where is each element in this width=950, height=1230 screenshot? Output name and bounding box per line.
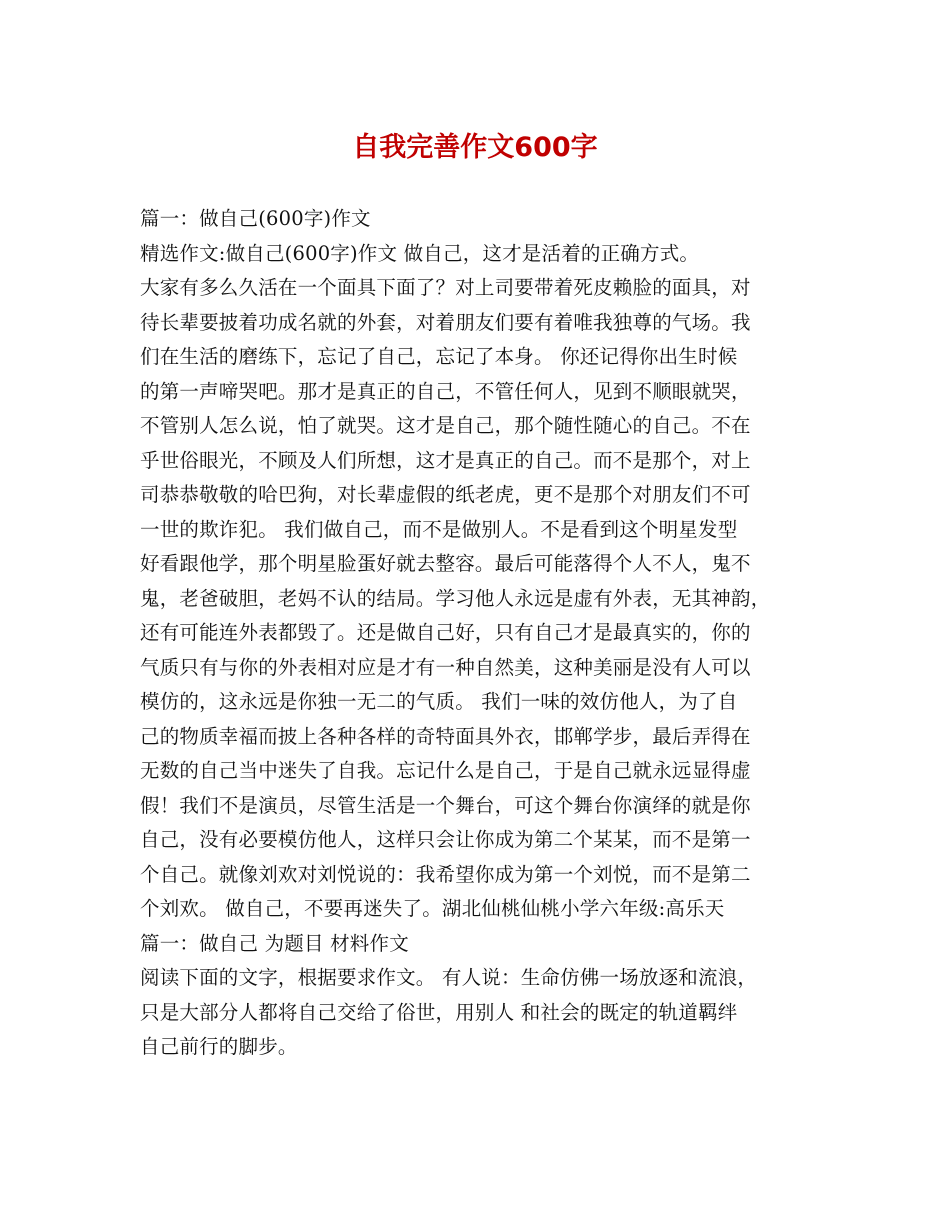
text-line: 模仿的，这永远是你独一无二的气质。 我们一味的效仿他人，为了自	[140, 690, 738, 713]
text-line: 篇一：做自己 为题目 材料作文	[140, 931, 409, 955]
text-line: 自己，没有必要模仿他人，这样只会让你成为第二个某某，而不是第一	[140, 828, 751, 851]
text-line: 个刘欢。 做自己，不要再迷失了。湖北仙桃仙桃小学六年级:高乐天	[140, 897, 725, 920]
text-line: 大家有多么久活在一个面具下面了？对上司要带着死皮赖脸的面具，对	[140, 276, 751, 299]
text-line: 精选作文:做自己(600字)作文 做自己，这才是活着的正确方式。	[140, 241, 700, 265]
text-line: 自己前行的脚步。	[140, 1035, 298, 1058]
text-line: 不管别人怎么说，怕了就哭。这才是自己，那个随性随心的自己。不在	[140, 414, 751, 437]
text-line: 鬼，老爸破胆，老妈不认的结局。学习他人永远是虚有外表，无其神韵，	[140, 586, 771, 610]
text-line: 乎世俗眼光，不顾及人们所想，这才是真正的自己。而不是那个，对上	[140, 448, 751, 472]
text-line: 气质只有与你的外表相对应是才有一种自然美，这种美丽是没有人可以	[140, 655, 751, 679]
text-line: 个自己。就像刘欢对刘悦说的：我希望你成为第一个刘悦，而不是第二	[140, 862, 751, 886]
text-line: 阅读下面的文字，根据要求作文。 有人说：生命仿佛一场放逐和流浪，	[140, 966, 758, 989]
text-line: 假！我们不是演员，尽管生活是一个舞台，可这个舞台你演绎的就是你	[140, 793, 751, 817]
text-line: 篇一：做自己(600字)作文	[140, 207, 371, 230]
text-line: 还有可能连外表都毁了。还是做自己好，只有自己才是最真实的，你的	[140, 621, 751, 644]
text-line: 好看跟他学，那个明星脸蛋好就去整容。最后可能落得个人不人，鬼不	[140, 552, 751, 575]
text-line: 己的物质幸福而披上各种各样的奇特面具外衣，邯郸学步，最后弄得在	[140, 724, 751, 748]
document-title: 自我完善作文600字	[352, 132, 598, 163]
text-line: 待长辈要披着功成名就的外套，对着朋友们要有着唯我独尊的气场。我	[140, 310, 751, 334]
text-line: 只是大部分人都将自己交给了俗世，用别人 和社会的既定的轨道羁绊	[140, 1000, 738, 1024]
text-line: 们在生活的磨练下，忘记了自己，忘记了本身。 你还记得你出生时候	[140, 345, 738, 368]
text-line: 的第一声啼哭吧。那才是真正的自己，不管任何人，见到不顺眼就哭，	[140, 379, 751, 403]
text-line: 司恭恭敬敬的哈巴狗，对长辈虚假的纸老虎，更不是那个对朋友们不可	[140, 483, 751, 506]
text-line: 无数的自己当中迷失了自我。忘记什么是自己，于是自己就永远显得虚	[140, 759, 751, 782]
document-body	[140, 202, 840, 1065]
text-line: 一世的欺诈犯。 我们做自己，而不是做别人。不是看到这个明星发型	[140, 517, 738, 541]
